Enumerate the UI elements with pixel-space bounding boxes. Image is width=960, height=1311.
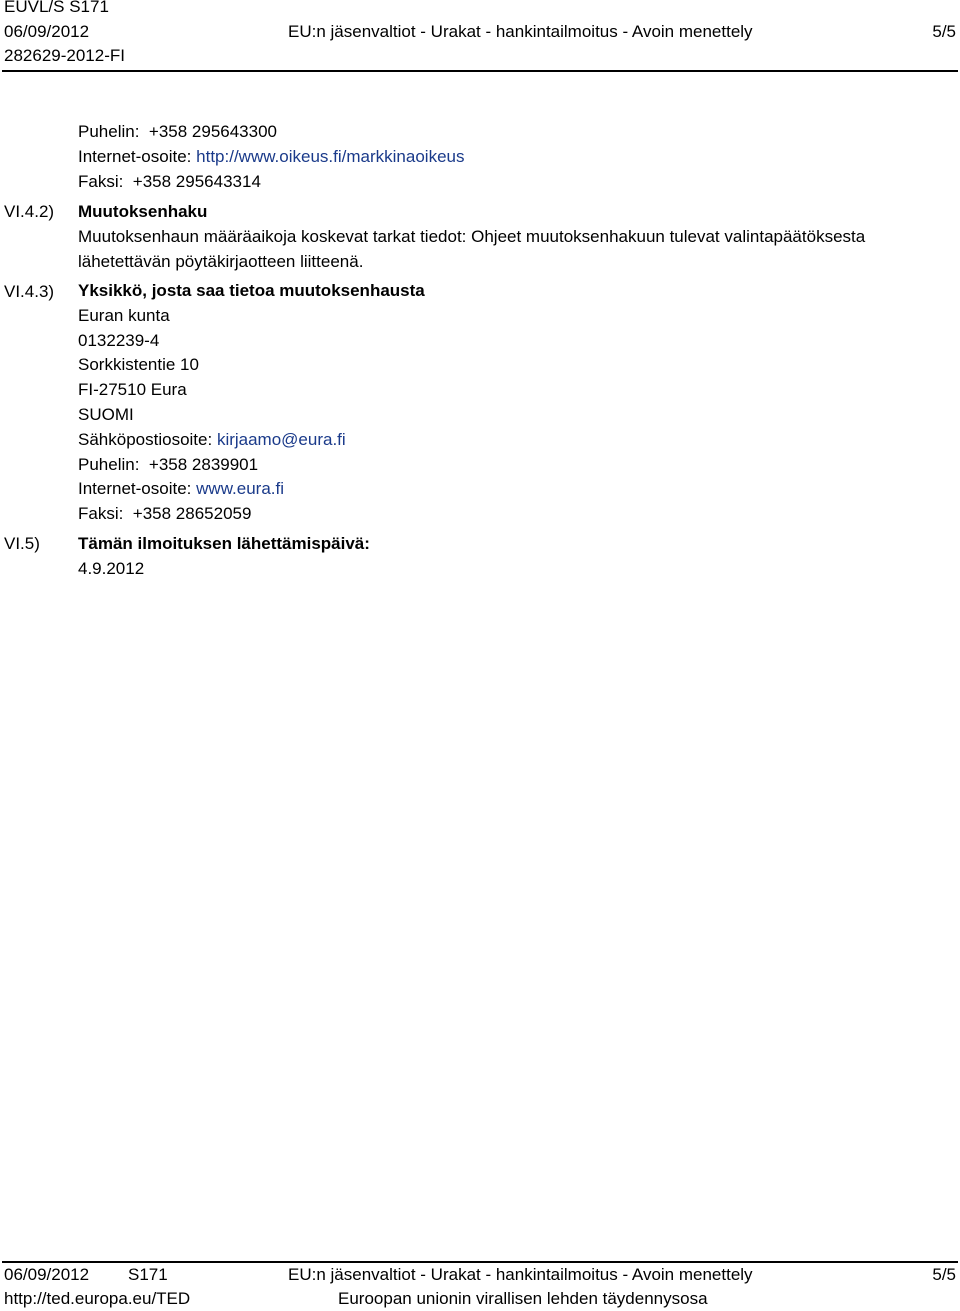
- footer-publisher: Euroopan unionin virallisen lehden täydennysosa: [338, 1289, 708, 1308]
- section-heading: Muutoksenhaku: [78, 202, 208, 221]
- section-number-vi-4-3: VI.4.3): [4, 282, 55, 301]
- org-registration: 0132239-4: [78, 330, 160, 350]
- court-website-link[interactable]: http://www.oikeus.fi/markkinaoikeus: [196, 146, 465, 166]
- website-link[interactable]: www.eura.fi: [196, 479, 285, 499]
- section-vi-5: [78, 532, 370, 582]
- footer-url[interactable]: http://ted.europa.eu/TED: [4, 1289, 191, 1308]
- section-number-vi-5: VI.5): [4, 534, 40, 553]
- fax-line: Faksi: +358 28652059: [78, 504, 252, 524]
- footer-page-number: 5/5: [932, 1265, 956, 1284]
- fax-line: Faksi: +358 295643314: [78, 171, 261, 191]
- section-text: lähetettävän pöytäkirjaotteen liitteenä.: [78, 251, 364, 271]
- postal-address: FI-27510 Eura: [78, 380, 187, 400]
- dispatch-date: 4.9.2012: [78, 558, 145, 578]
- journal-id: EUVL/S S171: [4, 0, 109, 16]
- email-line: Sähköpostiosoite: kirjaamo@eura.fi: [78, 429, 346, 449]
- footer-series: S171: [128, 1265, 168, 1284]
- web-line: Internet-osoite: www.eura.fi: [78, 479, 285, 499]
- section-number-vi-4-2: VI.4.2): [4, 202, 55, 221]
- section-vi-4-3: [78, 279, 425, 527]
- footer-date: 06/09/2012: [4, 1265, 90, 1284]
- phone-line: Puhelin: +358 2839901: [78, 454, 259, 474]
- header-page-number: 5/5: [932, 22, 956, 41]
- document-id: 282629-2012-FI: [4, 46, 125, 65]
- header-rule: [2, 70, 958, 72]
- section-vi-4-2: [78, 200, 865, 274]
- header-date: 06/09/2012: [4, 22, 90, 41]
- section-text: Muutoksenhaun määräaikoja koskevat tarkat tiedot: Ohjeet muutoksenhakuun tulevat valintapäätöksesta: [78, 226, 866, 246]
- footer-rule: [2, 1261, 958, 1263]
- header-title: EU:n jäsenvaltiot - Urakat - hankintailmoitus - Avoin menettely: [288, 22, 753, 41]
- section-heading: Yksikkö, josta saa tietoa muutoksenhausta: [78, 281, 425, 300]
- section-heading: Tämän ilmoituksen lähettämispäivä:: [78, 534, 370, 553]
- phone-line: Puhelin: +358 295643300: [78, 122, 277, 141]
- country: SUOMI: [78, 404, 134, 424]
- footer-title: EU:n jäsenvaltiot - Urakat - hankintailmoitus - Avoin menettely: [288, 1265, 753, 1284]
- previous-section-contact: [78, 120, 464, 194]
- street-address: Sorkkistentie 10: [78, 355, 199, 375]
- email-link[interactable]: kirjaamo@eura.fi: [216, 429, 346, 449]
- org-name: Euran kunta: [78, 305, 170, 325]
- web-line: Internet-osoite: http://www.oikeus.fi/markkinaoikeus: [78, 146, 465, 166]
